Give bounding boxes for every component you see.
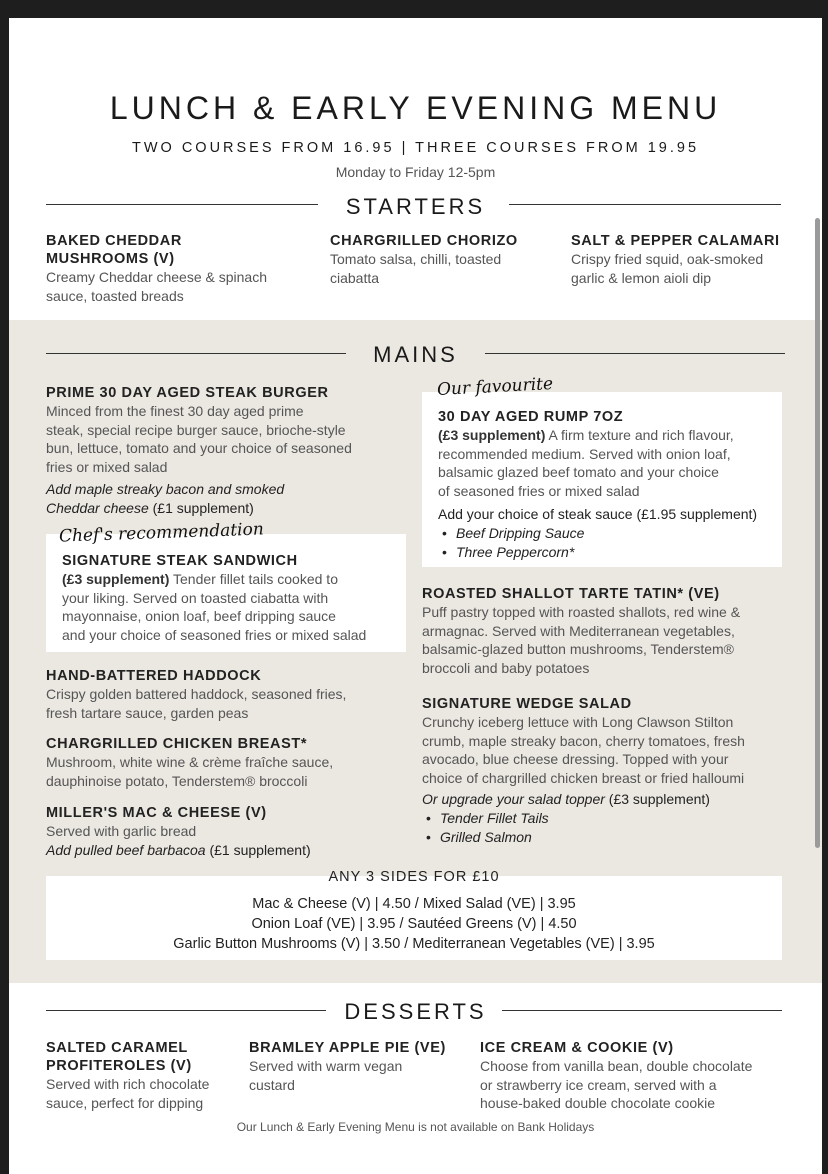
item-description: custard: [249, 1076, 295, 1093]
item-description: (£3 supplement) A firm texture and rich flavour,: [438, 427, 734, 443]
item-description: Mushroom, white wine & crème fraîche sauce,: [46, 754, 334, 770]
item-name: SALTED CARAMEL: [46, 1040, 188, 1056]
item-name: BRAMLEY APPLE PIE (VE): [249, 1040, 446, 1056]
dessert-item: [480, 1039, 800, 1113]
item-description: garlic & lemon aioli dip: [571, 269, 712, 286]
item-description: Served with warm vegan: [249, 1058, 403, 1074]
sauce-list: [438, 524, 778, 562]
item-description: Crunchy iceberg lettuce with Long Clawson Stilton: [422, 714, 734, 730]
sides-line: Onion Loaf (VE) | 3.95 / Sautéed Greens (V) | 4.50: [251, 916, 577, 932]
item-description: Minced from the finest 30 day aged prime: [46, 403, 304, 419]
sides-list: [46, 894, 782, 954]
menu-subtitle: TWO COURSES FROM 16.95 | THREE COURSES FROM 19.95: [131, 140, 700, 156]
sides-heading: ANY 3 SIDES FOR £10: [328, 869, 500, 885]
item-description: or strawberry ice cream, served with a: [480, 1076, 717, 1093]
main-item-sandwich: [62, 552, 402, 644]
starter-item: [46, 232, 306, 305]
divider: [485, 353, 785, 354]
item-description: choice of chargrilled chicken breast or fried halloumi: [422, 769, 745, 786]
item-description: Puff pastry topped with roasted shallots, red wine &: [422, 604, 741, 620]
item-description: bun, lettuce, tomato and your choice of seasoned: [46, 440, 352, 456]
divider: [509, 204, 781, 205]
item-name: MILLER'S MAC & CHEESE (V): [46, 805, 267, 821]
item-description: recommended medium. Served with onion loaf,: [438, 445, 731, 462]
item-description: armagnac. Served with Mediterranean vegetables,: [422, 622, 735, 639]
item-addon: Add your choice of steak sauce (£1.95 supplement): [438, 506, 758, 522]
divider: [502, 1010, 782, 1011]
starter-item: [571, 232, 811, 287]
item-name: 30 DAY AGED RUMP 7OZ: [438, 409, 624, 425]
item-name: HAND-BATTERED HADDOCK: [46, 668, 262, 684]
item-description: balsamic glazed beef tomato and your choice: [438, 464, 719, 480]
item-description: house-baked double chocolate cookie: [480, 1095, 716, 1111]
main-item-haddock: [46, 667, 386, 722]
menu-hours: Monday to Friday 12-5pm: [335, 164, 496, 180]
item-description: fresh tartare sauce, garden peas: [46, 704, 249, 721]
item-description: and your choice of seasoned fries or mixed salad: [62, 626, 367, 643]
item-name: PROFITEROLES (V): [46, 1058, 192, 1074]
item-name: CHARGRILLED CHORIZO: [330, 233, 518, 249]
starter-item: [330, 232, 560, 287]
main-item-chicken: [46, 735, 386, 790]
chefs-recommendation-tag: Chef's recommendation: [58, 519, 265, 547]
list-item: • Three Peppercorn*: [438, 543, 778, 562]
main-item-rump: [438, 408, 778, 562]
list-item: • Tender Fillet Tails: [422, 809, 802, 828]
scrollbar[interactable]: [815, 218, 820, 848]
main-item-burger: [46, 384, 386, 517]
item-description: Crispy fried squid, oak-smoked: [571, 251, 764, 267]
item-description: crumb, maple streaky bacon, cherry tomatoes, fresh: [422, 732, 745, 749]
list-item: • Grilled Salmon: [422, 828, 802, 847]
item-description: Served with garlic bread: [46, 823, 197, 839]
item-name: ICE CREAM & COOKIE (V): [480, 1040, 674, 1056]
item-description: of seasoned fries or mixed salad: [438, 482, 640, 499]
item-addon: Add maple streaky bacon and smoked: [46, 481, 285, 497]
item-description: avocado, blue cheese dressing. Topped with your: [422, 751, 729, 767]
starters-heading: STARTERS: [345, 194, 486, 219]
item-name: SALT & PEPPER CALAMARI: [571, 233, 780, 249]
item-description: Crispy golden battered haddock, seasoned fries,: [46, 686, 347, 702]
dessert-item: [46, 1039, 246, 1112]
item-description: Creamy Cheddar cheese & spinach: [46, 269, 268, 285]
item-description: (£3 supplement) Tender fillet tails cooked to: [62, 571, 338, 587]
main-item-mac-cheese: [46, 804, 386, 859]
item-description: fries or mixed salad: [46, 458, 168, 475]
footer-note: Our Lunch & Early Evening Menu is not available on Bank Holidays: [236, 1120, 595, 1134]
topper-list: [422, 809, 802, 847]
item-name: ROASTED SHALLOT TARTE TATIN* (VE): [422, 586, 720, 602]
item-name: CHARGRILLED CHICKEN BREAST*: [46, 736, 308, 752]
item-description: Served with rich chocolate: [46, 1076, 210, 1092]
item-name: PRIME 30 DAY AGED STEAK BURGER: [46, 385, 329, 401]
item-description: mayonnaise, onion loaf, beef dripping sauce: [62, 608, 336, 624]
item-name: BAKED CHEDDAR: [46, 233, 182, 249]
dessert-item: [249, 1039, 469, 1094]
item-name: SIGNATURE STEAK SANDWICH: [62, 553, 298, 569]
desserts-heading: DESSERTS: [344, 999, 487, 1024]
item-addon: Or upgrade your salad topper (£3 supplement): [422, 791, 710, 807]
main-item-wedge-salad: [422, 695, 802, 847]
menu-title: LUNCH & EARLY EVENING MENU: [109, 90, 722, 126]
mains-heading: MAINS: [373, 342, 458, 367]
main-item-tatin: [422, 585, 802, 677]
sides-line: Mac & Cheese (V) | 4.50 / Mixed Salad (VE) | 3.95: [252, 896, 576, 912]
item-description: your liking. Served on toasted ciabatta with: [62, 589, 329, 606]
item-description: ciabatta: [330, 269, 380, 286]
item-description: balsamic-glazed button mushrooms, Tenderstem®: [422, 641, 734, 657]
our-favourite-tag: Our favourite: [436, 373, 554, 401]
item-description: Tomato salsa, chilli, toasted: [330, 251, 502, 267]
item-description: Choose from vanilla bean, double chocolate: [480, 1058, 753, 1074]
item-description: steak, special recipe burger sauce, brioche-style: [46, 421, 346, 438]
item-description: dauphinoise potato, Tenderstem® broccoli: [46, 772, 308, 789]
item-addon: Cheddar cheese (£1 supplement): [46, 499, 254, 516]
menu-page: [9, 18, 822, 1174]
sides-line: Garlic Button Mushrooms (V) | 3.50 / Mediterranean Vegetables (VE) | 3.95: [173, 936, 655, 952]
item-addon: Add pulled beef barbacoa (£1 supplement): [46, 841, 311, 858]
item-description: sauce, toasted breads: [46, 287, 184, 304]
item-name: SIGNATURE WEDGE SALAD: [422, 696, 632, 712]
list-item: • Beef Dripping Sauce: [438, 524, 778, 543]
item-description: sauce, perfect for dipping: [46, 1094, 204, 1111]
item-description: broccoli and baby potatoes: [422, 659, 590, 676]
item-name: MUSHROOMS (V): [46, 251, 175, 267]
